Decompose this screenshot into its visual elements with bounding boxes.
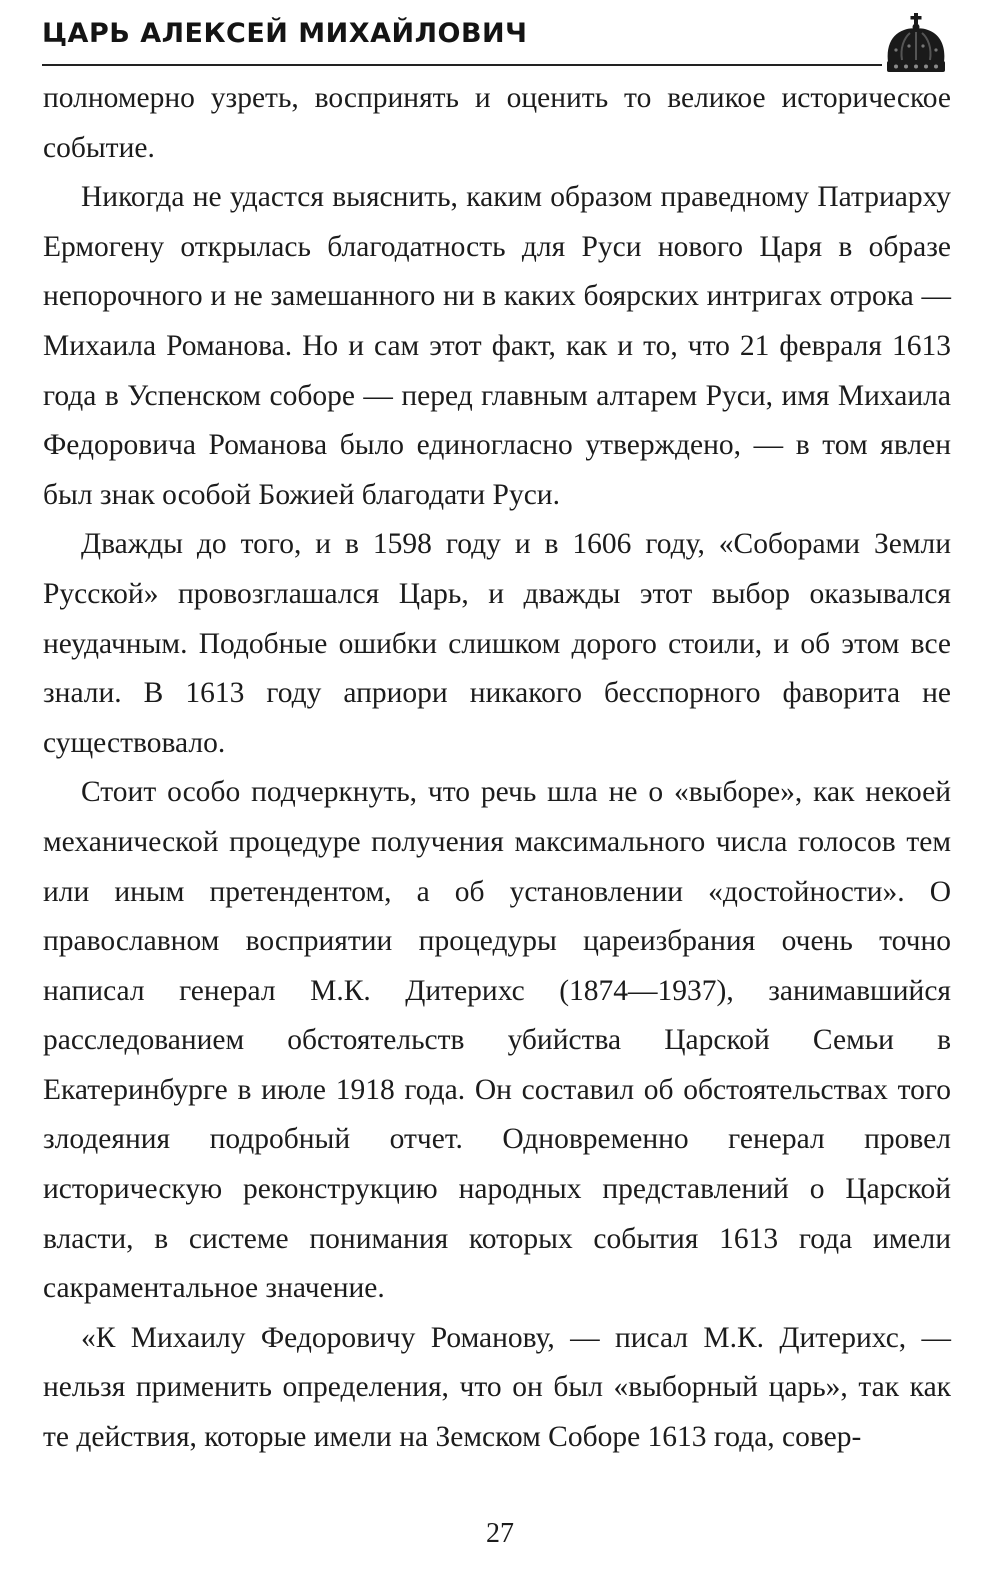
running-title: ЦАРЬ АЛЕКСЕЙ МИХАЙЛОВИЧ: [42, 18, 528, 49]
paragraph-quotation: «К Михаилу Федоровичу Романову, — писал М.К. Дитерихс, — нельзя применить определения, что он был «выборный царь», так как те действия, которые имели на Земском Соборе 1613 года, совер-: [43, 1321, 951, 1454]
header-rule: [42, 64, 882, 66]
page-number: 27: [486, 1518, 514, 1549]
body-text: [43, 74, 951, 1463]
running-head: [42, 14, 954, 74]
paragraph-patriarch-ermogen: Никогда не удастся выяснить, каким образом праведному Патриарху Ермогену открылась благодатность для Руси нового Царя в образе непорочного и не замешанного ни в каких боярских интригах отрока — Михаила Романова. Но и сам этот факт, как и то, что 21 февраля 1613 года в Успенском соборе — перед главным алтарем Руси, имя Михаила Федоровича Романова было единогласно утверждено, — в том явлен был знак особой Божией благодати Руси.: [43, 181, 951, 511]
paragraph-diterikhs: Стоит особо подчеркнуть, что речь шла не о «выборе», как некоей механической процедуре получения максимального числа голосов тем или иным претендентом, а об установлении «достойности». О православном восприятии процедуры цареизбрания очень точно написал генерал М.К. Дитерихс (1874—1937), занимавшийся расследованием обстоятельств убийства Царской Семьи в Екатеринбурге в июле 1918 года. Он составил об обстоятельствах того злодеяния подробный отчет. Одновременно генерал провел историческую реконструкцию народных представлений о Царской власти, в системе понимания которых события 1613 года имели сакраментальное значение.: [43, 776, 951, 1305]
crown-icon: [882, 12, 950, 76]
paragraph-continuation: полномерно узреть, воспринять и оценить то великое историческое событие.: [43, 82, 951, 164]
paragraph-previous-elections: Дважды до того, и в 1598 году и в 1606 году, «Соборами Земли Русской» провозглашался Царь, и дважды этот выбор оказывался неудачным. Подобные ошибки слишком дорого стоили, и об этом все знали. В 1613 году априори никакого бесспорного фаворита не существовало.: [43, 528, 951, 759]
